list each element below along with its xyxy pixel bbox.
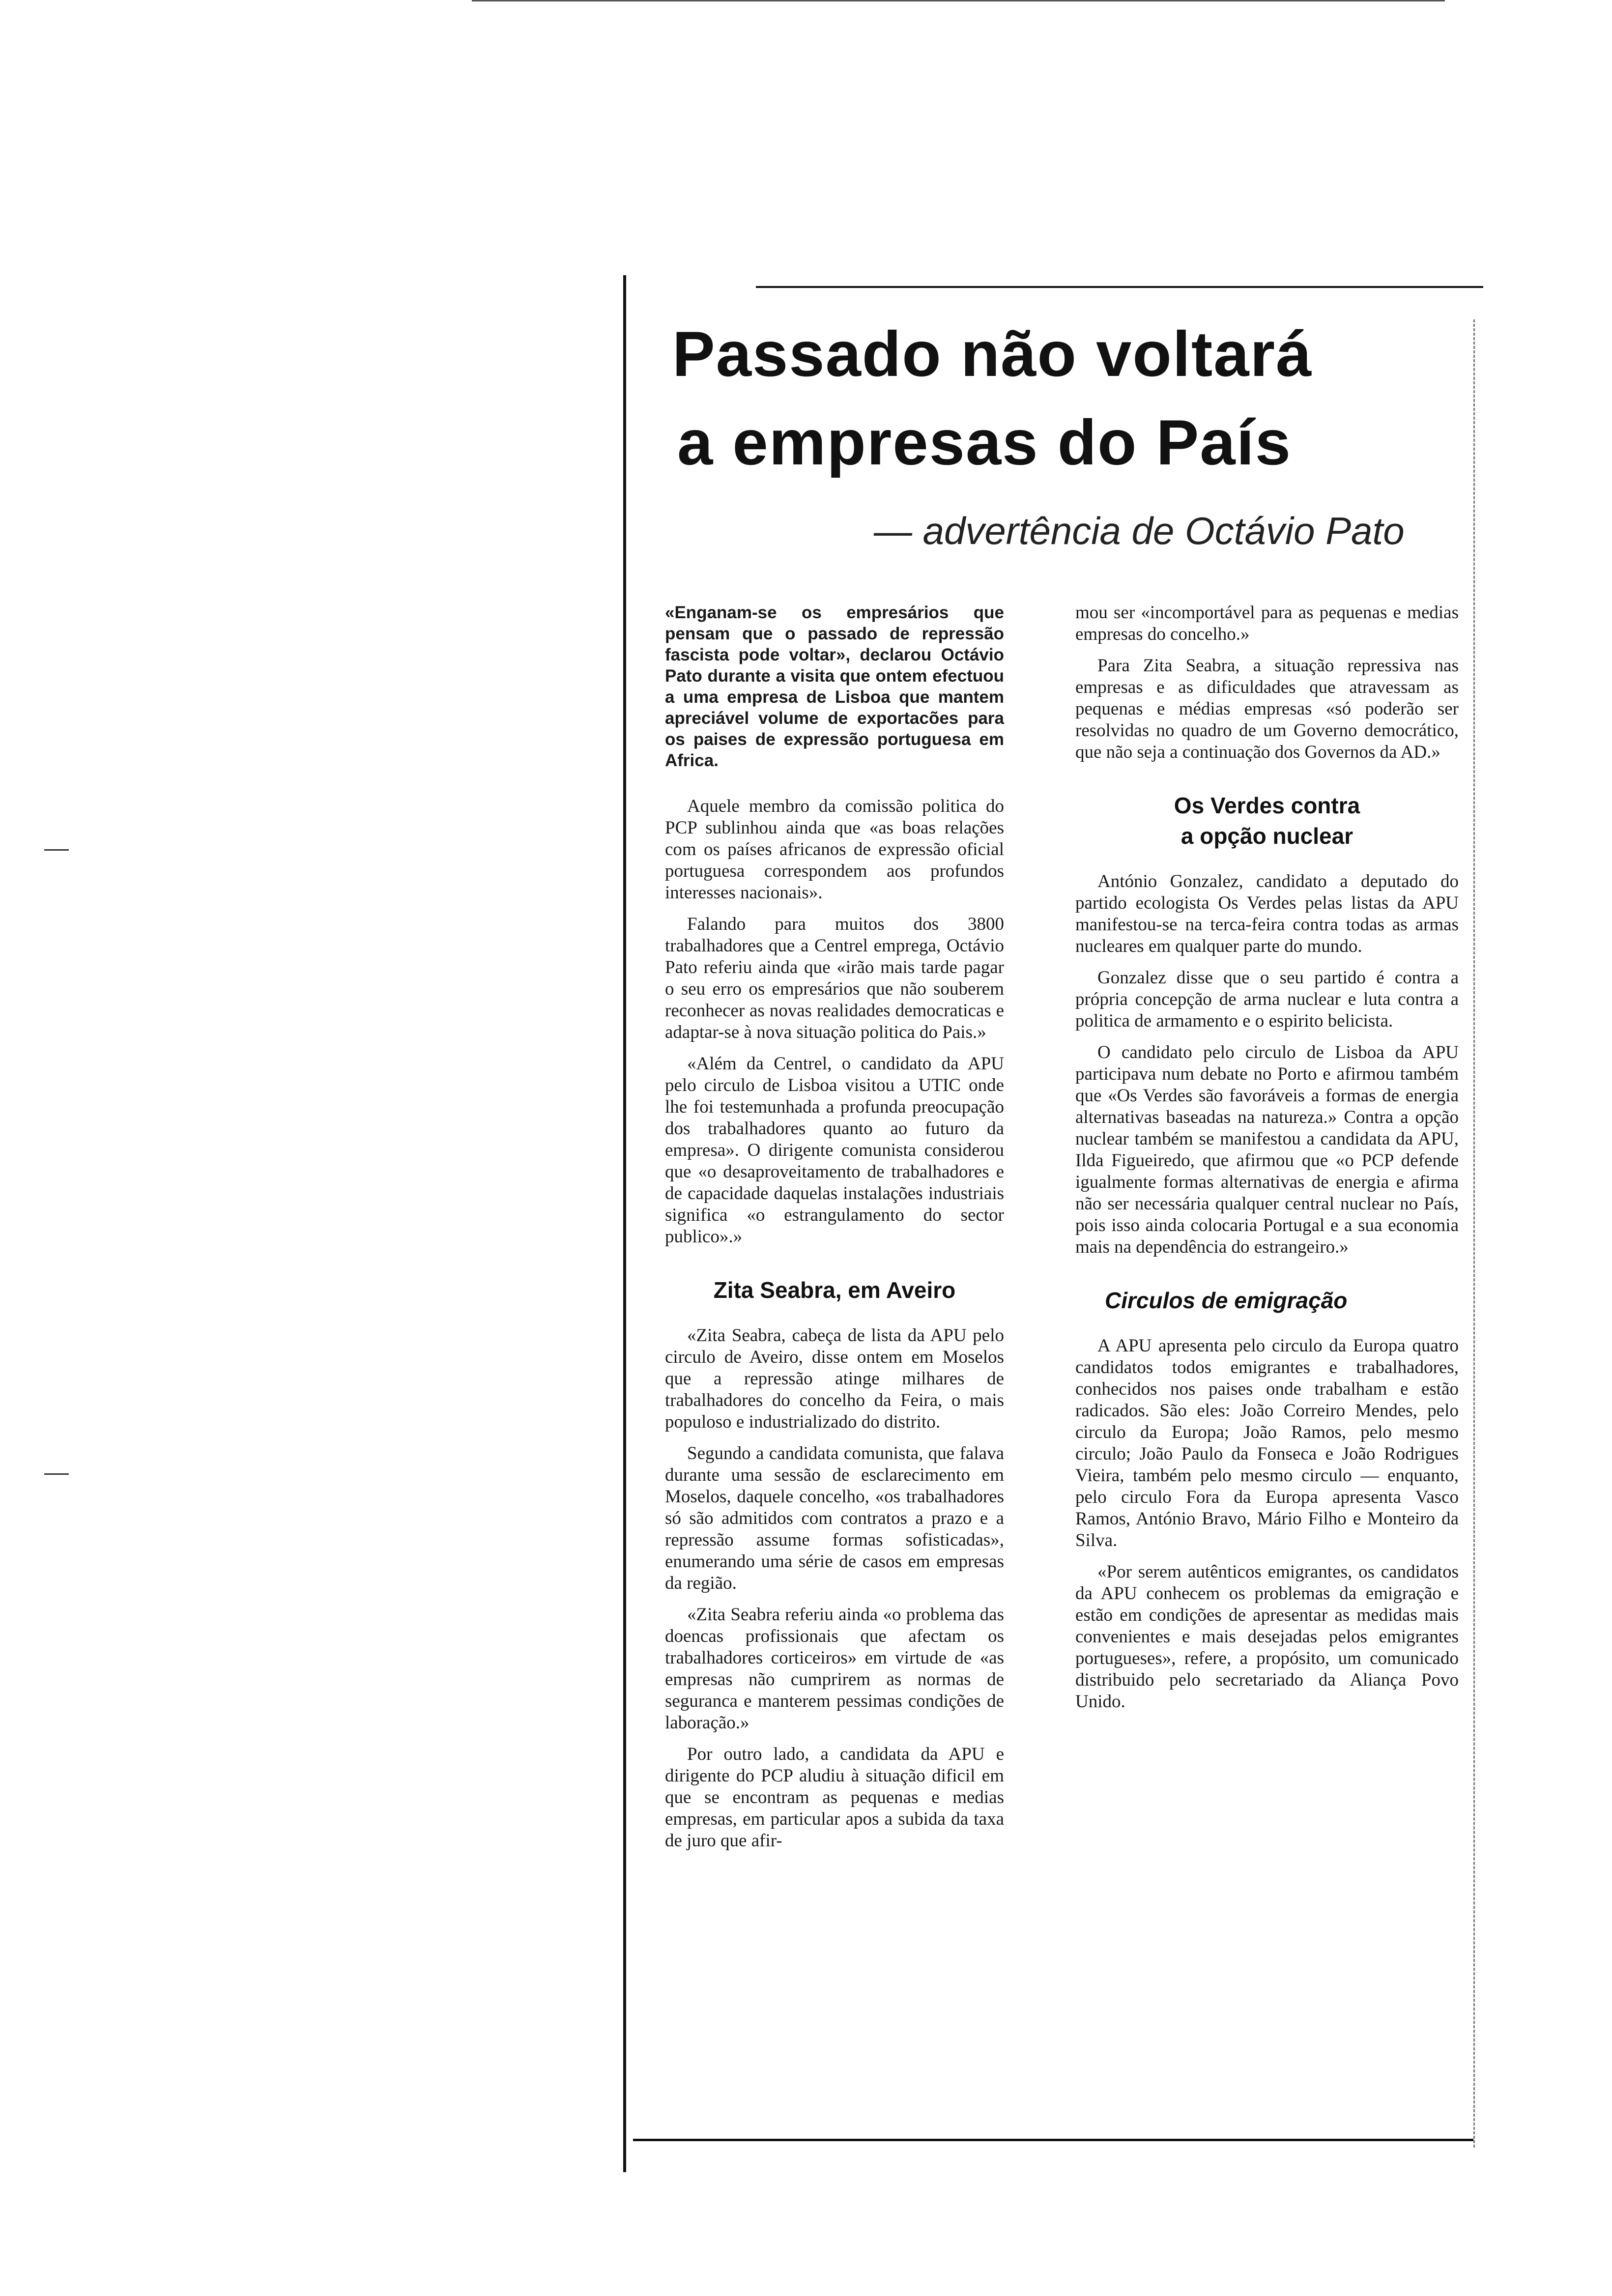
body-paragraph: «Além da Centrel, o candidato da APU pelo circulo de Lisboa visitou a UTIC onde lhe foi testemunhada a profunda preocupação dos trabalhadores quanto ao futuro da empresa». O dirigente comunista considerou que «o desaproveitamento de trabalhadores e de capacidade daquelas instalações industriais significa «o estrangulamento do sector publico».» — [665, 1054, 1004, 1247]
scan-margin-mark — [44, 1473, 69, 1475]
body-paragraph: Gonzalez disse que o seu partido é contra a própria concepção de arma nuclear e luta contra a politica de armamento e o espirito belicista. — [1075, 968, 1459, 1031]
section-heading-verdes-line-1: Os Verdes contra — [1174, 793, 1360, 818]
body-paragraph: Aquele membro da comissão politica do PCP sublinhou ainda que «as boas relações com os países africanos de expressão oficial portuguesa correspondem aos profundos interesses nacionais». — [665, 796, 1004, 903]
body-paragraph: mou ser «incomportável para as pequenas e medias empresas do concelho.» — [1075, 603, 1459, 644]
bottom-rule — [633, 2139, 1473, 2141]
left-column — [665, 602, 1004, 1862]
body-paragraph: «Zita Seabra referiu ainda «o problema das doencas profissionais que afectam os trabalhadores corticeiros» em virtude de «as empresas não cumprirem as normas de seguranca e manterem pessimas condições de laboração.» — [665, 1605, 1004, 1733]
body-paragraph: A APU apresenta pelo circulo da Europa quatro candidatos todos emigrantes e trabalhadores, conhecidos nos paises onde trabalham e estão radicados. São eles: João Correiro Mendes, pelo circulo da Europa; João Ramos, pelo mesmo circulo; João Paulo da Fonseca e João Rodrigues Vieira, também pelo mesmo circulo — enquanto, pelo circulo Fora da Europa apresenta Vasco Ramos, António Bravo, Mário Filho e Monteiro da Silva. — [1075, 1336, 1459, 1550]
section-heading-aveiro: Zita Seabra, em Aveiro — [713, 1277, 956, 1303]
body-paragraph: «Por serem autênticos emigrantes, os candidatos da APU conhecem os problemas da emigração e estão em condições de apresentar as medidas mais convenientes e mais desejadas pelos emigrantes portugueses», refere, a propósito, um comunicado distribuido pelo secretariado da Aliança Povo Unido. — [1075, 1562, 1459, 1712]
headline-line-1: Passado não voltará — [672, 318, 1313, 390]
clipping-left-border — [623, 275, 626, 2172]
lead-paragraph: «Enganam-se os empresários que pensam que o passado de repressão fascista pode voltar», declarou Octávio Pato durante a visita que ontem efectuou a uma empresa de Lisboa que mantem apreciável volume de exportacões para os paises de expressão portuguesa em Africa. — [665, 603, 1004, 770]
scan-margin-mark — [44, 849, 69, 851]
right-column — [1075, 602, 1459, 1722]
newspaper-clipping — [618, 275, 1493, 2172]
body-paragraph: Por outro lado, a candidata da APU e dirigente do PCP aludiu à situação dificil em que se encontram as pequenas e medias empresas, em particular apos a subida da taxa de juro que afir- — [665, 1744, 1004, 1851]
headline — [672, 310, 1312, 487]
body-paragraph: Para Zita Seabra, a situação repressiva nas empresas e as dificuldades que atravessam as pequenas e médias empresas «só poderão ser resolvidas no quadro de um Governo democrático, que não seja a continuação dos Governos da AD.» — [1075, 656, 1459, 762]
header-rule — [756, 286, 1483, 288]
body-paragraph: Segundo a candidata comunista, que falava durante uma sessão de esclarecimento em Moselos, daquele concelho, «os trabalhadores só são admitidos com contratos a prazo e a repressão assume formas sofisticadas», enumerando uma série de casos em empresas da região. — [665, 1443, 1004, 1593]
body-paragraph: O candidato pelo circulo de Lisboa da APU participava num debate no Porto e afirmou também que «Os Verdes são favoráveis a formas de energia alternativas baseadas na natureza.» Contra a opção nuclear também se manifestou a candidata da APU, Ilda Figueiredo, que afirmou que «o PCP defende igualmente formas alternativas de energia e afirma não ser necessária qualquer central nuclear no País, pois isso ainda colocaria Portugal e a sua economia mais na dependência do estrangeiro.» — [1075, 1042, 1459, 1257]
section-heading-verdes — [1075, 790, 1459, 851]
section-heading-verdes-line-2: a opção nuclear — [1180, 823, 1353, 849]
clipping-right-border — [1473, 319, 1476, 2148]
body-paragraph: «Zita Seabra, cabeça de lista da APU pelo circulo de Aveiro, disse ontem em Moselos que a repressão atinge milhares de trabalhadores do concelho da Feira, o mais populoso e industrializado do distrito. — [665, 1325, 1004, 1432]
body-paragraph: António Gonzalez, candidato a deputado do partido ecologista Os Verdes pelas listas da APU manifestou-se na terca-feira contra todas as armas nucleares em qualquer parte do mundo. — [1075, 871, 1459, 956]
subheadline: — advertência de Octávio Pato — [874, 509, 1405, 552]
headline-line-2: a empresas do País — [677, 406, 1292, 478]
scan-top-edge — [472, 0, 1445, 1]
body-paragraph: Falando para muitos dos 3800 trabalhadores que a Centrel emprega, Octávio Pato referiu ainda que «irão mais tarde pagar o seu erro os empresários que não souberem reconhecer as novas realidades democraticas e adaptar-se à nova situação politica do Pais.» — [665, 914, 1004, 1042]
section-heading-emigracao: Circulos de emigração — [1105, 1288, 1348, 1313]
